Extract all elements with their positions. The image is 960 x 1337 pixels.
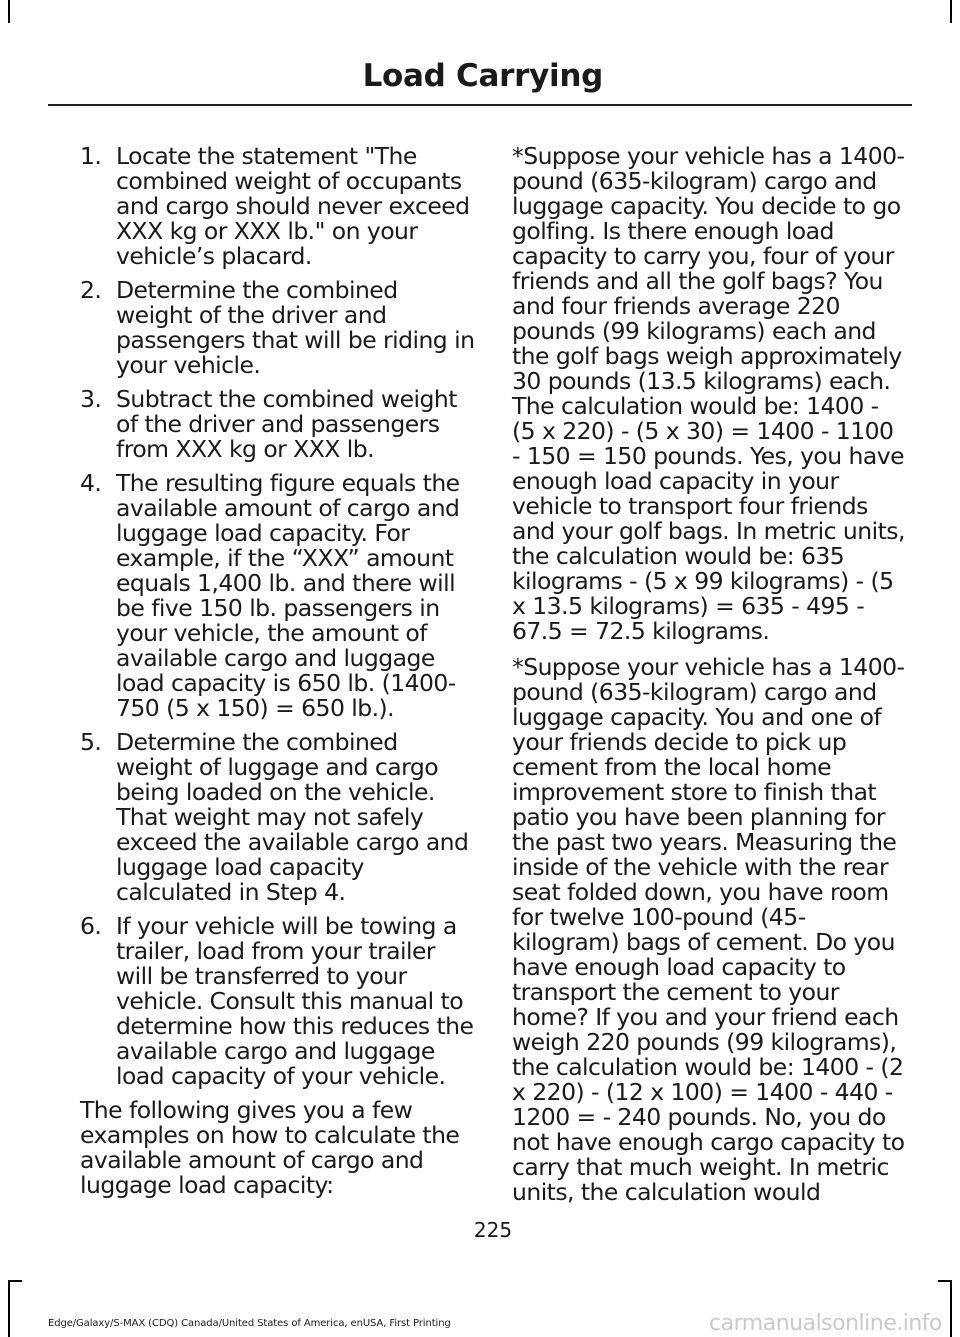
list-item [80, 387, 476, 462]
steps-list [80, 144, 476, 1089]
example-paragraph-cement: *Suppose your vehicle has a 1400-pound (635-kilogram) cargo and luggage capacity. You and one of your friends decide to pick up cement from the local home improvement store to finish that patio you have been planning for the past two years. Measuring the inside of the vehicle with the rear seat folded down, you have room for twelve 100-pound (45-kilogram) bags of cement. Do you have enough load capacity to transport the cement to your home? If you and your friend each weigh 220 pounds (99 kilograms), the calculation would be: 1400 - (2 x 220) - (12 x 100) = 1400 - 440 - 1200 = - 240 pounds. No, you do not have enough cargo capacity to carry that much weight. In metric units, the calculation would [512, 653, 905, 1206]
list-item [80, 144, 476, 269]
step-text: If your vehicle will be towing a trailer, load from your trailer will be transferred to your vehicle. Consult this manual to determine how this reduces the available cargo and luggage load capacity of your vehicle. [116, 912, 474, 1090]
step-number: 4. [80, 469, 102, 497]
list-item [80, 471, 476, 721]
step-number: 3. [80, 385, 102, 413]
list-item [80, 278, 476, 378]
right-column [512, 144, 908, 1216]
page-number: 225 [473, 1218, 513, 1242]
page-title: Load Carrying [362, 58, 603, 94]
step-number: 1. [80, 142, 102, 170]
watermark: carmanualsonline.info [709, 1311, 942, 1336]
intro-paragraph: The following gives you a few examples on how to calculate the available amount of cargo and luggage load capacity: [80, 1096, 460, 1199]
list-item [80, 914, 476, 1089]
crop-mark-top-right-v [950, 0, 952, 23]
crop-mark-bottom-left-h [8, 1280, 22, 1282]
step-text: The resulting figure equals the available amount of cargo and luggage load capacity. For example, if the “XXX” amount equals 1,400 lb. and there will be five 150 lb. passengers in your vehicle, the amount of available cargo and luggage load capacity is 650 lb. (1400-750 (5 x 150) = 650 lb.). [116, 469, 460, 722]
step-text: Determine the combined weight of luggage and cargo being loaded on the vehicle. That weight may not safely exceed the available cargo and luggage load capacity calculated in Step 4. [116, 728, 469, 906]
step-text: Determine the combined weight of the driver and passengers that will be riding in your vehicle. [116, 276, 475, 379]
step-number: 6. [80, 912, 102, 940]
left-column [80, 144, 476, 1209]
crop-mark-top-left-v [8, 0, 10, 23]
step-text: Locate the statement "The combined weight of occupants and cargo should never exceed XXX kg or XXX lb." on your vehicle’s placard. [116, 142, 470, 270]
step-number: 5. [80, 728, 102, 756]
step-number: 2. [80, 276, 102, 304]
crop-mark-bottom-right-v [950, 1280, 952, 1337]
header-divider [48, 104, 912, 106]
example-paragraph-golf: *Suppose your vehicle has a 1400-pound (635-kilogram) cargo and luggage capacity. You decide to go golfing. Is there enough load capacity to carry you, four of your friends and all the golf bags? You and four friends average 220 pounds (99 kilograms) each and the golf bags weigh approximately 30 pounds (13.5 kilograms) each. The calculation would be: 1400 - (5 x 220) - (5 x 30) = 1400 - 1100 - 150 = 150 pounds. Yes, you have enough load capacity in your vehicle to transport four friends and your golf bags. In metric units, the calculation would be: 635 kilograms - (5 x 99 kilograms) - (5 x 13.5 kilograms) = 635 - 495 - 67.5 = 72.5 kilograms. [512, 142, 905, 645]
crop-mark-bottom-left-v [8, 1280, 10, 1337]
crop-mark-bottom-right-h [938, 1280, 952, 1282]
list-item [80, 730, 476, 905]
step-text: Subtract the combined weight of the driver and passengers from XXX kg or XXX lb. [116, 385, 457, 463]
footer-text: Edge/Galaxy/S-MAX (CDQ) Canada/United States of America, enUSA, First Printing [48, 1318, 451, 1329]
